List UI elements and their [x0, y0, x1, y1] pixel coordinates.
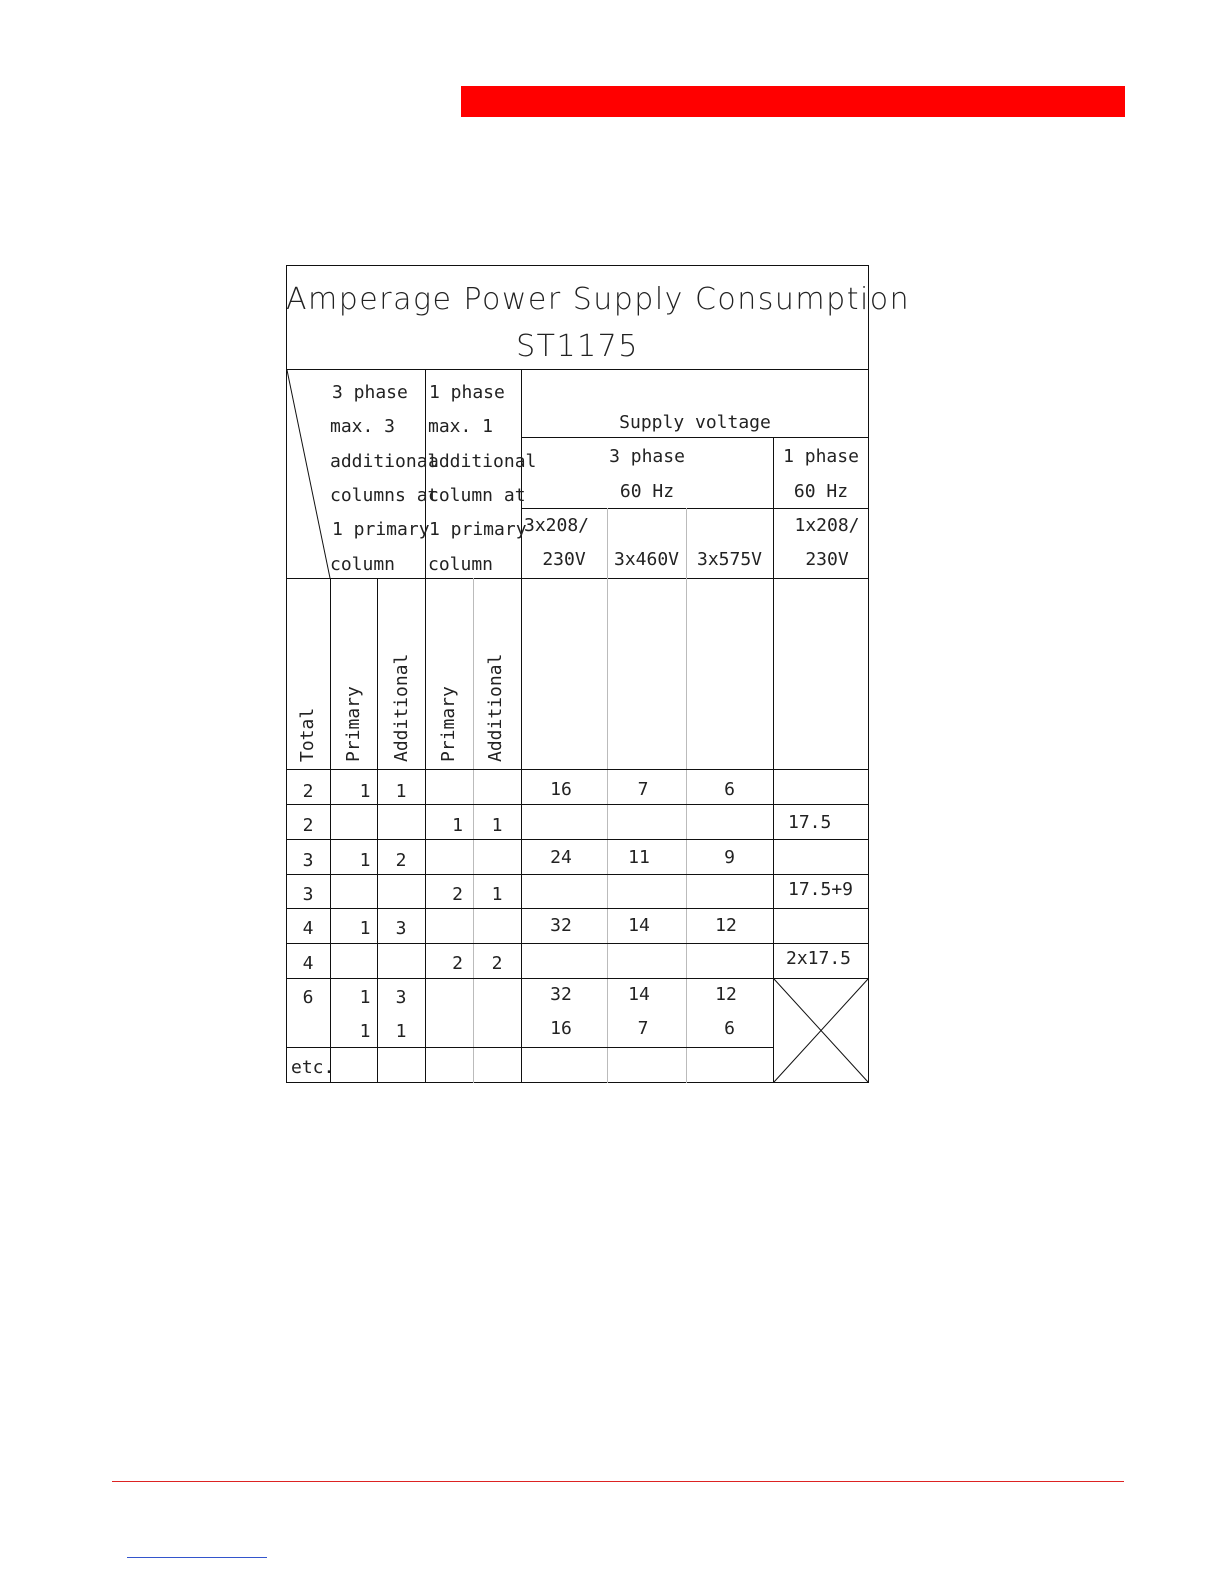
cell-3x460: 7 [637, 1018, 649, 1039]
cell-total: 2 [302, 815, 314, 836]
footer-rule [112, 1481, 1124, 1482]
corner-one-phase-line: column [428, 554, 494, 575]
cell-3x460: 14 [628, 915, 650, 936]
cell-3x460: 7 [637, 779, 649, 800]
one-phase-group-label: 1 phase [783, 446, 859, 467]
cell-primary-3phase: 1 [359, 1021, 371, 1042]
cell-additional-1phase: 1 [491, 884, 503, 905]
cell-3x575: 12 [715, 915, 737, 936]
footer-link-underline [127, 1557, 267, 1558]
cell-etc: etc. [291, 1057, 335, 1078]
cell-3x575: 6 [724, 1018, 735, 1039]
cell-3x575: 9 [724, 847, 735, 868]
table-title: Amperage Power Supply Consumption [286, 282, 911, 317]
header-primary-1phase: Primary [438, 686, 459, 762]
corner-three-phase-line: additional [330, 451, 439, 472]
voltage-1x208-line2: 230V [805, 549, 849, 570]
cell-total: 3 [302, 850, 314, 871]
cell-additional-3phase: 1 [395, 781, 407, 802]
cell-3x460: 14 [628, 984, 650, 1005]
voltage-3x575: 3x575V [696, 549, 763, 570]
cell-3x208: 24 [550, 847, 572, 868]
header-primary-3phase: Primary [343, 686, 364, 762]
header-additional-3phase: Additional [391, 653, 412, 762]
cell-1x208: 17.5+9 [788, 879, 854, 900]
cell-1x208: 17.5 [788, 812, 832, 833]
voltage-3x208-line2: 230V [542, 549, 586, 570]
cell-additional-3phase: 3 [395, 918, 407, 939]
table-model: ST1175 [516, 329, 639, 364]
cell-primary-3phase: 1 [359, 781, 371, 802]
cell-additional-1phase: 2 [491, 953, 503, 974]
three-phase-group-freq: 60 Hz [619, 481, 675, 502]
cell-total: 6 [302, 987, 314, 1008]
cell-total: 3 [302, 884, 314, 905]
cell-3x208: 16 [550, 779, 572, 800]
voltage-3x460: 3x460V [613, 549, 680, 570]
cell-3x208: 16 [550, 1018, 572, 1039]
cell-additional-1phase: 1 [491, 815, 503, 836]
corner-three-phase-line: 1 primary [332, 519, 430, 540]
corner-three-phase-line: column [330, 554, 396, 575]
cell-3x575: 12 [715, 984, 737, 1005]
supply-voltage-header: Supply voltage [619, 412, 771, 433]
cell-additional-3phase: 1 [395, 1021, 407, 1042]
cell-total: 4 [302, 953, 314, 974]
cell-primary-3phase: 1 [359, 918, 371, 939]
cell-primary-3phase: 1 [359, 987, 371, 1008]
three-phase-group-label: 3 phase [609, 446, 685, 467]
voltage-3x208-line1: 3x208/ [524, 515, 590, 536]
cell-primary-3phase: 1 [359, 850, 371, 871]
cell-primary-1phase: 2 [452, 953, 463, 974]
corner-one-phase-line: 1 primary [429, 519, 527, 540]
cell-3x208: 32 [550, 915, 572, 936]
corner-three-phase-line: columns at [330, 485, 439, 506]
corner-one-phase-line: 1 phase [429, 382, 505, 403]
corner-one-phase-line: column at [428, 485, 526, 506]
cell-total: 2 [302, 781, 314, 802]
corner-three-phase-line: max. 3 [330, 416, 396, 437]
corner-three-phase-line: 3 phase [332, 382, 408, 403]
voltage-1x208-line1: 1x208/ [794, 515, 860, 536]
cell-3x460: 11 [628, 847, 650, 868]
header-total: Total [297, 707, 318, 762]
cell-total: 4 [302, 918, 314, 939]
corner-one-phase-line: max. 1 [428, 416, 494, 437]
cell-3x575: 6 [724, 779, 735, 800]
cell-3x208: 32 [550, 984, 572, 1005]
cell-additional-3phase: 3 [395, 987, 407, 1008]
header-additional-1phase: Additional [485, 653, 506, 762]
cell-1x208: 2x17.5 [786, 948, 852, 969]
cell-additional-3phase: 2 [395, 850, 407, 871]
cell-primary-1phase: 1 [452, 815, 463, 836]
cell-primary-1phase: 2 [452, 884, 463, 905]
corner-one-phase-line: additional [428, 451, 537, 472]
one-phase-group-freq: 60 Hz [793, 481, 849, 502]
